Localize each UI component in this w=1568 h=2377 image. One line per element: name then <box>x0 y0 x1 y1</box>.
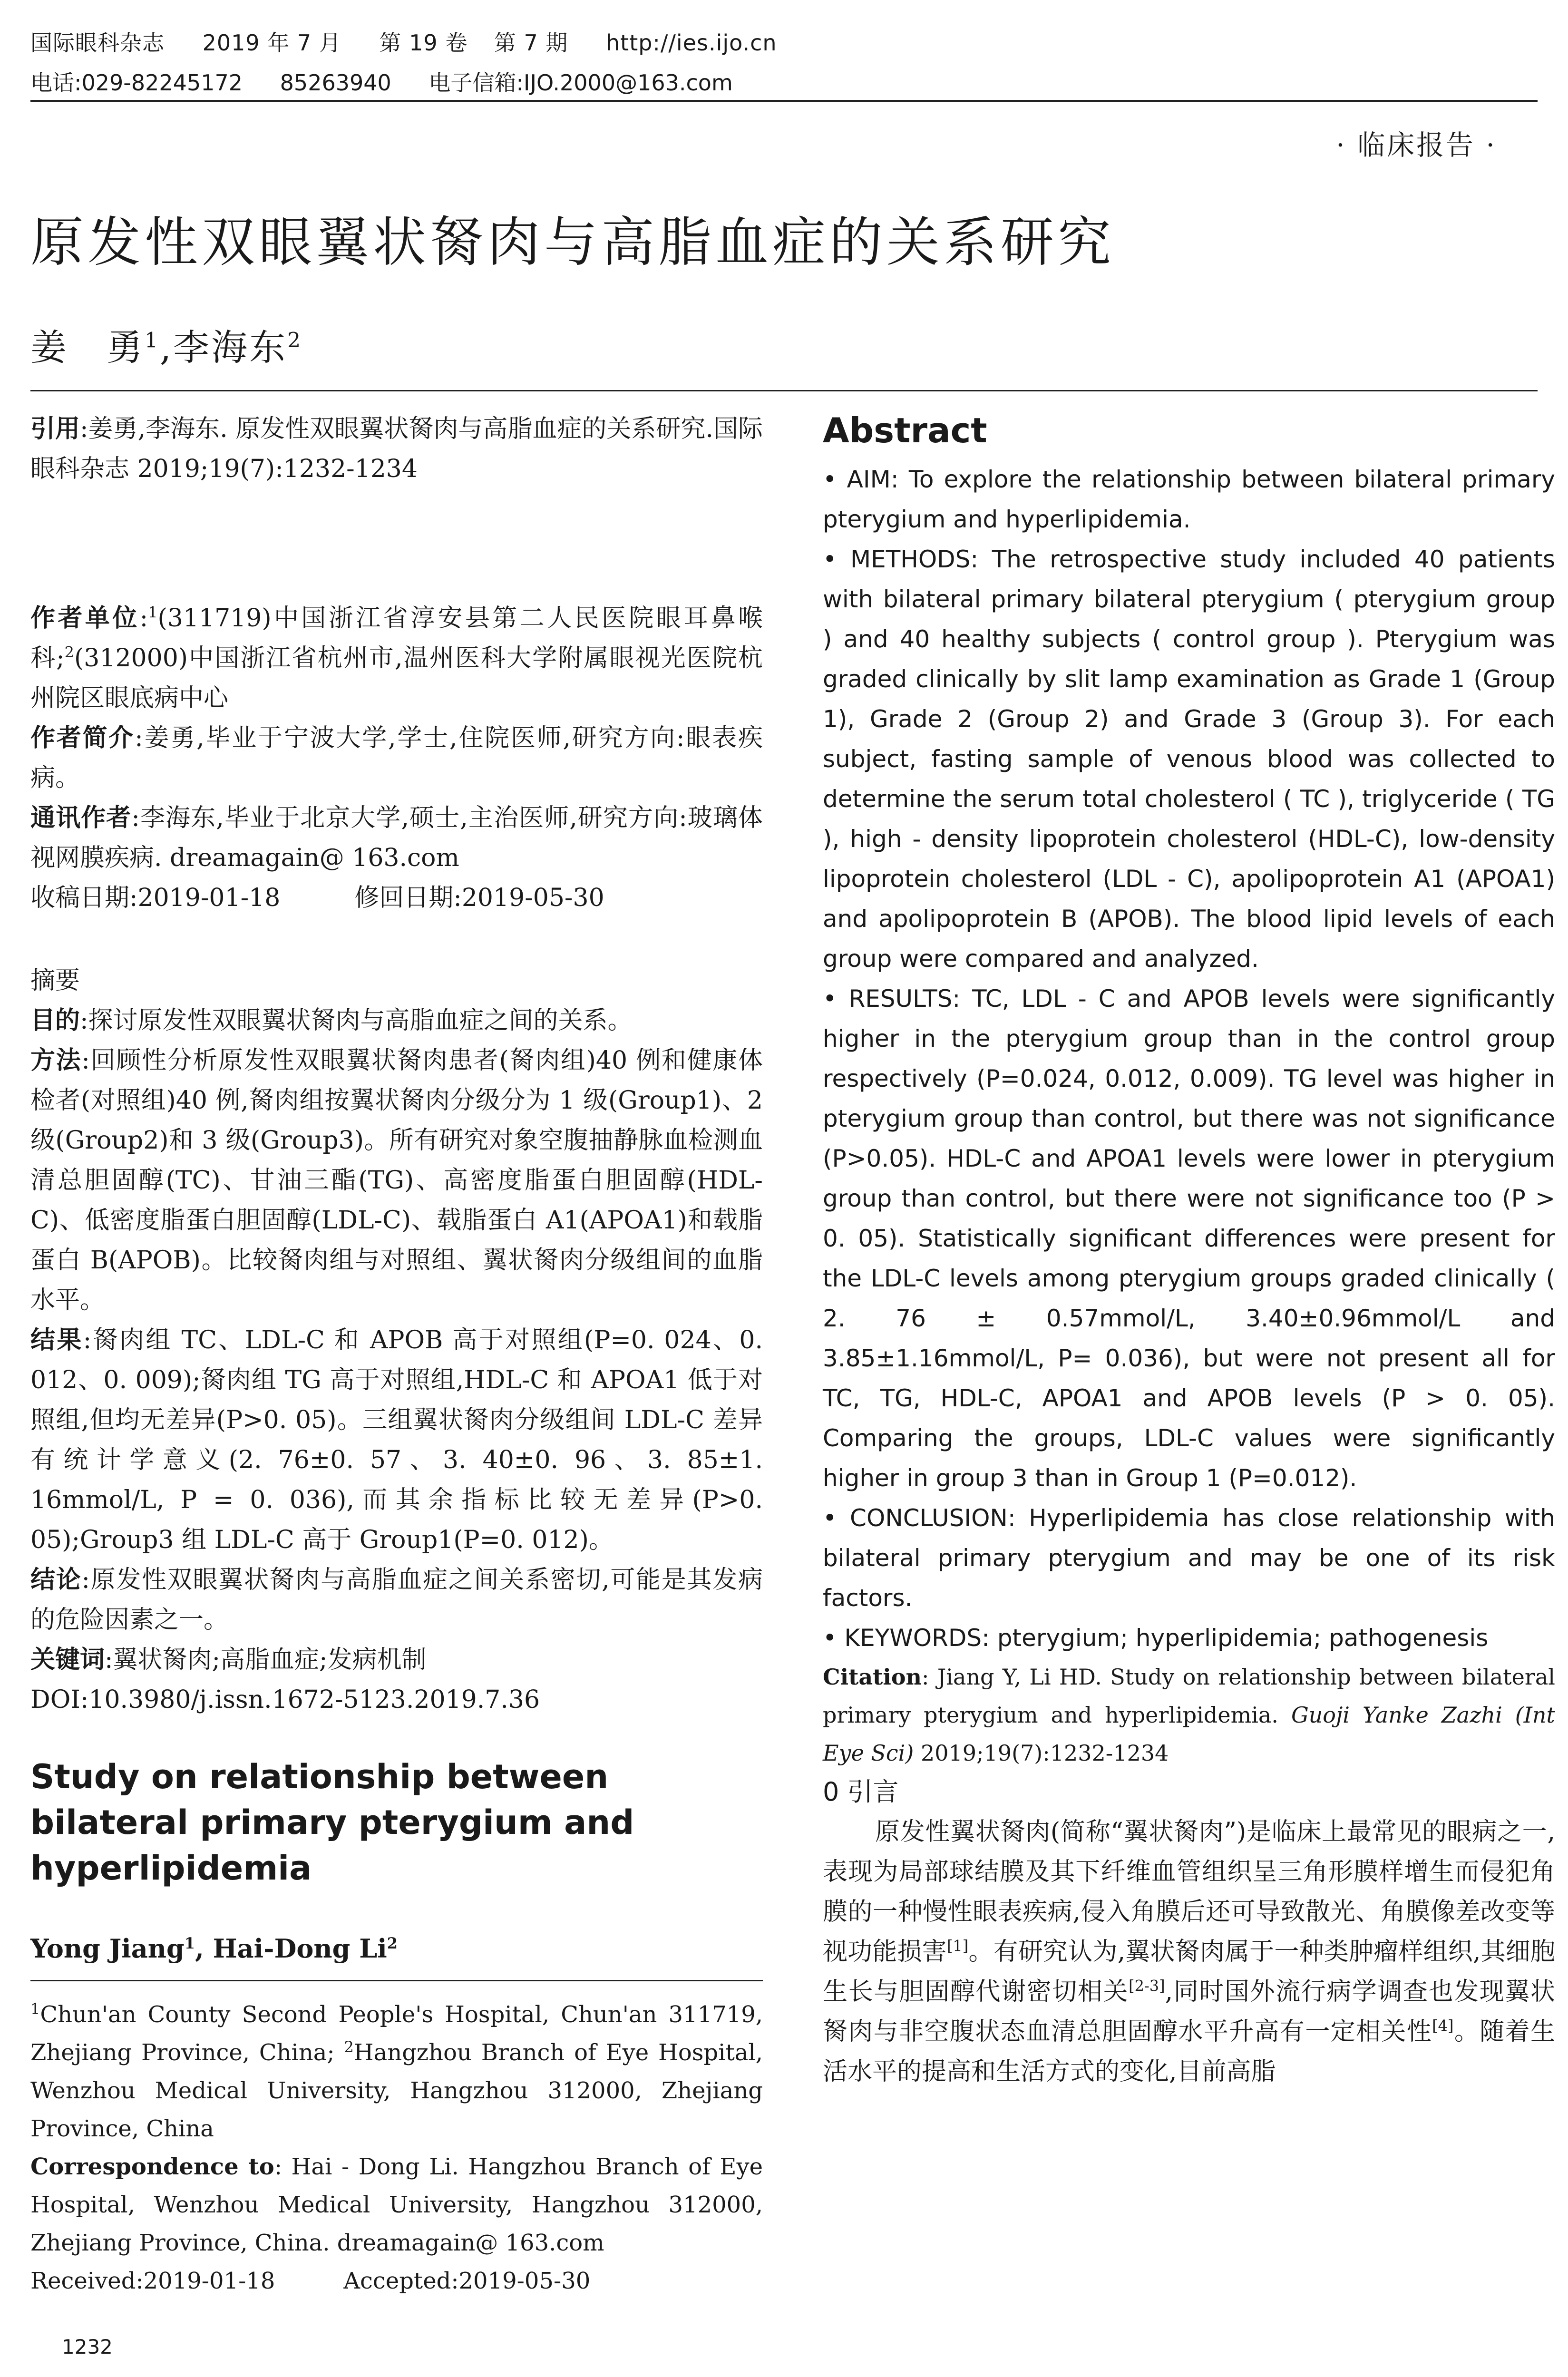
section-label: · 临床报告 · <box>1336 129 1497 161</box>
intro-paragraph: 原发性翼状胬肉(简称“翼状胬肉”)是临床上最常见的眼病之一,表现为局部球结膜及其下纤维血管组织呈三角形膜样增生而侵犯角膜的一种慢性眼表疾病,侵入角膜后还可导致散光、角膜像差改变等视功能损害[1]。有研究认为,翼状胬肉属于一种类肿瘤样组织,其细胞生长与胆固醇代谢密切相关[2-3],同时国外流行病学调查也发现翼状胬肉与非空腹状态血清总胆固醇水平升高有一定相关性[4]。随着生活水平的提高和生活方式的变化,目前高脂 <box>823 1818 1555 2086</box>
email[interactable]: 电子信箱:IJO.2000@163.com <box>429 70 733 96</box>
reference-2[interactable]: [2-3] <box>1129 1977 1165 1995</box>
phone2: 85263940 <box>280 70 391 96</box>
keywords-en: • KEYWORDS: pterygium; hyperlipidemia; pathogenesis <box>823 1624 1489 1652</box>
author-1: 姜 勇 <box>30 326 145 369</box>
left-column <box>30 409 763 2300</box>
header-rule <box>30 100 1538 102</box>
abstract-methods-cn: 方法:回顾性分析原发性双眼翼状胬肉患者(胬肉组)40 例和健康体检者(对照组)40 例,胬肉组按翼状胬肉分级分为 1 级(Group1)、2 级(Group2)和 3 级(Group3)。所有研究对象空腹抽静脉血检测血清总胆固醇(TC)、甘油三酯(TG)、高密度脂蛋白胆固醇(HDL-C)、低密度脂蛋白胆固醇(LDL-C)、载脂蛋白 A1(APOA1)和载脂蛋白 B(APOB)。比较胬肉组与对照组、翼状胬肉分级组间的血脂水平。 <box>30 1046 763 1315</box>
issue-date: 2019 年 7 月 <box>202 30 341 56</box>
keywords-cn: 关键词:翼状胬肉;高脂血症;发病机制 <box>30 1646 427 1674</box>
english-authors: Yong Jiang$^1$, Hai-Dong Li$^2$ <box>30 1933 398 1964</box>
phone: 电话:029-82245172 <box>30 70 243 96</box>
abstract-head-en: Abstract <box>823 410 987 450</box>
citation-en: Citation: Jiang Y, Li HD. Study on relationship between bilateral primary pterygium and hyperlipidemia. Guoji Yanke Zazhi (Int Eye Sci) 2019;19(7):1232-1234 <box>823 1664 1555 1766</box>
english-correspondence: Correspondence to: Hai - Dong Li. Hangzhou Branch of Eye Hospital, Wenzhou Medical University, Hangzhou 312000, Zhejiang Province, China. dreamagain@ 163.com <box>30 2153 763 2256</box>
reference-1[interactable]: [1] <box>946 1937 969 1955</box>
abstract-results-en: • RESULTS: TC, LDL - C and APOB levels were significantly higher in the pterygium group than in the control group respectively (P=0.024, 0.012, 0.009). TG level was higher in pterygium group than control, but there was not significance (P>0.05). HDL-C and APOA1 levels were lower in pterygium group than control, but there were not significance too (P > 0. 05). Statistically significant differences were present for the LDL-C levels among pterygium groups graded clinically ( 2. 76 ± 0.57mmol/L, 3.40±0.96mmol/L and 3.85±1.16mmol/L, P= 0.036), but were not present all for TC, TG, HDL-C, APOA1 and APOB levels (P > 0. 05). Comparing the groups, LDL-C values were significantly higher in group 3 than in Group 1 (P=0.012). <box>823 985 1555 1492</box>
authors-rule <box>30 390 1538 391</box>
abstract-aim-cn: 目的:探讨原发性双眼翼状胬肉与高脂血症之间的关系。 <box>30 1006 633 1035</box>
english-affiliation: $^1$Chun'an County Second People's Hospital, Chun'an 311719, Zhejiang Province, China; $^2$Hangzhou Branch of Eye Hospital, Wenzhou Medical University, Hangzhou 312000, Zhejiang Province, China <box>30 2000 763 2142</box>
author-2-affil: 2 <box>287 328 303 353</box>
right-column <box>823 409 1555 2092</box>
intro-heading: 0 引言 <box>823 1777 899 1807</box>
abstract-head-cn: 摘要 <box>30 966 80 995</box>
english-dates: Received:2019-01-18 Accepted:2019-05-30 <box>30 2268 591 2294</box>
author-1-affil: 1 <box>145 328 160 353</box>
author-2: 李海东 <box>173 326 288 369</box>
english-authors-rule <box>30 1980 763 1981</box>
issue: 第 7 期 <box>494 30 568 56</box>
abstract-aim-en: • AIM: To explore the relationship between bilateral primary pterygium and hyperlipidemia. <box>823 466 1555 533</box>
journal-url[interactable]: http://ies.ijo.cn <box>606 30 777 56</box>
correspondence-cn: 通讯作者:李海东,毕业于北京大学,硕士,主治医师,研究方向:玻璃体视网膜疾病. dreamagain@ 163.com <box>30 804 763 872</box>
journal-header-line1 <box>30 26 808 57</box>
author-list <box>30 319 302 370</box>
abstract-results-cn: 结果:胬肉组 TC、LDL-C 和 APOB 高于对照组(P=0. 024、0. 012、0. 009);胬肉组 TG 高于对照组,HDL-C 和 APOA1 低于对照组,但均无差异(P>0. 05)。三组翼状胬肉分级组间 LDL-C 差异有统计学意义(2. 76±0. 57、3. 40±0. 96、3. 85±1. 16mmol/L, P = 0. 036),而其余指标比较无差异(P>0. 05);Group3 组 LDL-C 高于 Group1(P=0. 012)。 <box>30 1326 763 1554</box>
author-sep: , <box>160 326 174 369</box>
english-title: Study on relationship between bilateral primary pterygium and hyperlipidemia <box>30 1757 634 1888</box>
citation-cn: 引用:姜勇,李海东. 原发性双眼翼状胬肉与高脂血症的关系研究.国际眼科杂志 2019;19(7):1232-1234 <box>30 415 763 483</box>
abstract-conclusion-en: • CONCLUSION: Hyperlipidemia has close relationship with bilateral primary pterygium and may be one of its risk factors. <box>823 1504 1555 1612</box>
journal-header-line2 <box>30 66 763 97</box>
abstract-conclusion-cn: 结论:原发性双眼翼状胬肉与高脂血症之间关系密切,可能是其发病的危险因素之一。 <box>30 1566 763 1634</box>
abstract-methods-en: • METHODS: The retrospective study included 40 patients with bilateral primary bilateral pterygium ( pterygium group ) and 40 healthy subjects ( control group ). Pterygium was graded clinically by slit lamp examination as Grade 1 (Group 1), Grade 2 (Group 2) and Grade 3 (Group 3). For each subject, fasting sample of venous blood was collected to determine the serum total cholesterol ( TC ), triglyceride ( TG ), high - density lipoprotein cholesterol (HDL-C), low-density lipoprotein cholesterol (LDL - C), apolipoprotein A1 (APOA1) and apolipoprotein B (APOB). The blood lipid levels of each group were compared and analyzed. <box>823 546 1555 973</box>
dates-cn: 收稿日期:2019-01-18 修回日期:2019-05-30 <box>30 884 604 912</box>
doi[interactable]: DOI:10.3980/j.issn.1672-5123.2019.7.36 <box>30 1685 540 1714</box>
author-bio-cn: 作者简介:姜勇,毕业于宁波大学,学士,住院医师,研究方向:眼表疾病。 <box>30 724 763 792</box>
journal-name: 国际眼科杂志 <box>30 30 165 56</box>
volume: 第 19 卷 <box>379 30 468 56</box>
affiliation-cn: 作者单位:$^1$(311719)中国浙江省淳安县第二人民医院眼耳鼻喉科;$^2$(312000)中国浙江省杭州市,温州医科大学附属眼视光医院杭州院区眼底病中心 <box>30 603 763 712</box>
reference-3[interactable]: [4] <box>1432 2017 1454 2035</box>
page-number: 1232 <box>62 2335 113 2358</box>
article-title: 原发性双眼翼状胬肉与高脂血症的关系研究 <box>30 212 1115 273</box>
